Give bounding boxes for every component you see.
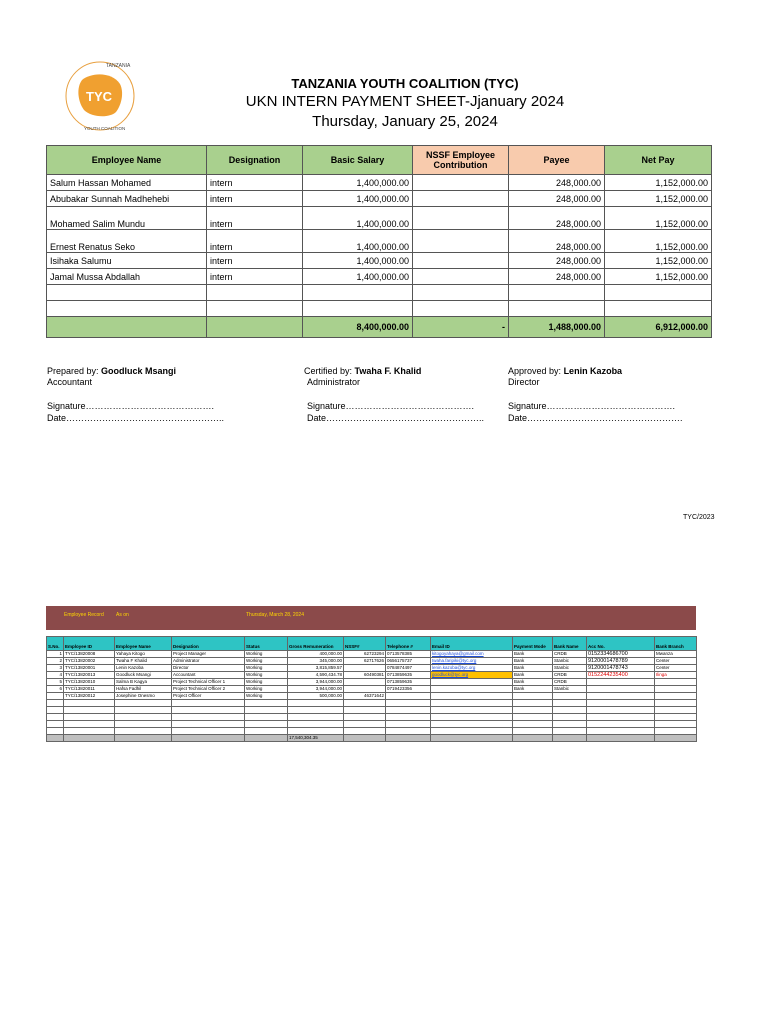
cell-name: Mohamed Salim Mundu — [47, 207, 207, 230]
col-payee: Payee — [509, 146, 605, 175]
cell-email[interactable]: kitogoyahaya@gmail.com — [431, 651, 513, 658]
cell-designation: Project Officer — [172, 693, 245, 700]
cell-acc — [587, 693, 655, 700]
prepared-label: Prepared by: — [47, 366, 99, 376]
cell-designation: Director — [172, 665, 245, 672]
cell-tel: 0713578385 — [386, 651, 431, 658]
cell-status: Working — [245, 672, 288, 679]
cell-branch — [655, 679, 697, 686]
cell-email[interactable]: lenin.kazoba@tyc.org — [431, 665, 513, 672]
total-nssf: - — [413, 317, 509, 338]
cell-branch: Center — [655, 658, 697, 665]
col-telephone: Telephone # — [386, 637, 431, 651]
cell-designation: intern — [207, 175, 303, 191]
certified-role: Administrator — [307, 377, 361, 387]
employee-records — [46, 606, 696, 742]
cell-basic: 1,400,000.00 — [303, 207, 413, 230]
col-email: Email ID — [431, 637, 513, 651]
cell-id: TYC/13820008 — [64, 651, 115, 658]
cell-tel — [386, 693, 431, 700]
payment-table — [46, 145, 712, 338]
col-employee-name: Employee Name — [47, 146, 207, 175]
cell-branch: Ilinga — [655, 672, 697, 679]
certified-by-block — [304, 366, 421, 388]
total-payee: 1,488,000.00 — [509, 317, 605, 338]
signature-line: Signature……………………………………. — [307, 401, 475, 411]
prepared-by-block — [47, 366, 176, 388]
cell-designation: intern — [207, 207, 303, 230]
col-nssf: NSSF# — [344, 637, 386, 651]
date-line: Date……………………………………………. — [508, 413, 683, 423]
date-line: Date…………………………………………….. — [47, 413, 225, 423]
cell-nssf: 60490381 — [344, 672, 386, 679]
cell-gross: 4,590,434.78 — [288, 672, 344, 679]
col-payment-mode: Payment Mode — [513, 637, 553, 651]
total-basic: 8,400,000.00 — [303, 317, 413, 338]
sheet-title: UKN INTERN PAYMENT SHEET-Jjanuary 2024 — [245, 93, 565, 110]
cell-basic: 1,400,000.00 — [303, 175, 413, 191]
col-gross: Gross Remuneration — [288, 637, 344, 651]
total-net: 6,912,000.00 — [605, 317, 712, 338]
cell-basic: 1,400,000.00 — [303, 191, 413, 207]
cell-basic: 1,400,000.00 — [303, 269, 413, 285]
logo-bottom-text: YOUTH COALITION — [84, 126, 126, 131]
cell-acc: 0152334686700 — [587, 651, 655, 658]
empty-row — [47, 707, 697, 714]
date-line: Date…………………………………………….. — [307, 413, 485, 423]
cell-name: Abubakar Sunnah Madhehebi — [47, 191, 207, 207]
prepared-role: Accountant — [47, 377, 93, 387]
col-basic-salary: Basic Salary — [303, 146, 413, 175]
table-row — [47, 686, 697, 693]
cell-mode: Bank — [513, 658, 553, 665]
empty-row — [47, 301, 712, 317]
cell-id: TYC/13820002 — [64, 658, 115, 665]
cell-id: TYC/13820001 — [64, 665, 115, 672]
banner-date: Thursday, March 28, 2024 — [246, 612, 304, 618]
total-gross: 17,540,304.35 — [288, 735, 344, 742]
cell-net: 1,152,000.00 — [605, 253, 712, 269]
table-row — [47, 191, 712, 207]
col-employee-name: Employee Name — [115, 637, 172, 651]
cell-nssf — [413, 191, 509, 207]
cell-net: 1,152,000.00 — [605, 175, 712, 191]
cell-tel: 0713859635 — [386, 672, 431, 679]
payment-header-row — [47, 146, 712, 175]
cell-id: TYC/13820012 — [64, 693, 115, 700]
cell-tel: 0784874497 — [386, 665, 431, 672]
cell-nssf — [413, 207, 509, 230]
table-row — [47, 207, 712, 230]
cell-status: Working — [245, 686, 288, 693]
cell-bank: Stanbic — [553, 665, 587, 672]
cell-payee: 248,000.00 — [509, 253, 605, 269]
cell-sno: 2 — [47, 658, 64, 665]
approved-name: Lenin Kazoba — [563, 366, 623, 376]
cell-id: TYC/13820010 — [64, 679, 115, 686]
cell-mode: Bank — [513, 665, 553, 672]
cell-status: Working — [245, 665, 288, 672]
cell-payee: 248,000.00 — [509, 191, 605, 207]
cell-acc — [587, 679, 655, 686]
cell-name: Goodluck Msangi — [115, 672, 172, 679]
cell-basic: 1,400,000.00 — [303, 253, 413, 269]
table-row — [47, 658, 697, 665]
cell-id: TYC/13820013 — [64, 672, 115, 679]
cell-tel: 0713859635 — [386, 679, 431, 686]
cell-email[interactable] — [431, 686, 513, 693]
cell-sno: 4 — [47, 672, 64, 679]
cell-email[interactable]: goodluck@tyc.org — [431, 672, 513, 679]
totals-row — [47, 317, 712, 338]
cell-designation: Project Manager — [172, 651, 245, 658]
records-total-row — [47, 735, 697, 742]
cell-nssf — [344, 665, 386, 672]
cell-name: Jamal Mussa Abdallah — [47, 269, 207, 285]
cell-acc: 9120001478743 — [587, 665, 655, 672]
col-net-pay: Net Pay — [605, 146, 712, 175]
cell-nssf — [413, 269, 509, 285]
cell-tel: 0656175737 — [386, 658, 431, 665]
cell-acc: 0152244235400 — [587, 672, 655, 679]
cell-gross: 500,000.00 — [288, 693, 344, 700]
cell-gross: 400,000.00 — [288, 651, 344, 658]
approved-role: Director — [508, 377, 540, 387]
cell-net: 1,152,000.00 — [605, 191, 712, 207]
cell-mode: Bank — [513, 672, 553, 679]
cell-designation: intern — [207, 191, 303, 207]
cell-nssf — [344, 686, 386, 693]
document-code: TYC/2023 — [683, 514, 715, 521]
logo-badge: TYC — [86, 89, 112, 104]
cell-bank: Stanbic — [553, 686, 587, 693]
cell-tel: 0719423356 — [386, 686, 431, 693]
cell-nssf: 46371642 — [344, 693, 386, 700]
col-designation: Designation — [207, 146, 303, 175]
signature-line: Signature……………………………………. — [508, 401, 676, 411]
table-row — [47, 693, 697, 700]
cell-id: TYC/13820011 — [64, 686, 115, 693]
cell-sno: 1 — [47, 651, 64, 658]
cell-email[interactable]: twaha.faripiki@tyc.org — [431, 658, 513, 665]
cell-email[interactable] — [431, 679, 513, 686]
cell-name: Salma B Kagya — [115, 679, 172, 686]
cell-sno — [47, 693, 64, 700]
cell-name: Salum Hassan Mohamed — [47, 175, 207, 191]
cell-branch: Center — [655, 665, 697, 672]
cell-payee: 248,000.00 — [509, 175, 605, 191]
org-title: TANZANIA YOUTH COALITION (TYC) — [291, 76, 519, 91]
cell-sno: 3 — [47, 665, 64, 672]
table-row — [47, 230, 712, 253]
table-row — [47, 665, 697, 672]
cell-name: Josephine Onesmo — [115, 693, 172, 700]
table-row — [47, 253, 712, 269]
cell-net: 1,152,000.00 — [605, 230, 712, 253]
cell-payee: 248,000.00 — [509, 207, 605, 230]
prepared-name: Goodluck Msangi — [101, 366, 177, 376]
approved-label: Approved by: — [508, 366, 562, 376]
cell-bank — [553, 693, 587, 700]
cell-bank: Stanbic — [553, 658, 587, 665]
cell-name: Yahaya Kitogo — [115, 651, 172, 658]
cell-basic: 1,400,000.00 — [303, 230, 413, 253]
cell-net: 1,152,000.00 — [605, 207, 712, 230]
col-nssf: NSSF Employee Contribution — [413, 146, 509, 175]
col-sno: S.No. — [47, 637, 64, 651]
cell-name: Hafsa Fadhil — [115, 686, 172, 693]
banner-as-on: As on — [116, 612, 129, 618]
cell-gross: 3,944,000.00 — [288, 679, 344, 686]
col-status: Status — [245, 637, 288, 651]
cell-bank: CRDB — [553, 679, 587, 686]
empty-row — [47, 728, 697, 735]
cell-mode: Bank — [513, 651, 553, 658]
cell-acc — [587, 686, 655, 693]
cell-nssf — [413, 253, 509, 269]
col-designation: Designation — [172, 637, 245, 651]
records-header-row — [47, 637, 697, 651]
table-row — [47, 651, 697, 658]
records-banner — [46, 606, 696, 630]
cell-nssf: 62717626 — [344, 658, 386, 665]
cell-status: Working — [245, 651, 288, 658]
cell-bank: CRDB — [553, 651, 587, 658]
sheet-date: Thursday, January 25, 2024 — [312, 113, 498, 130]
cell-status: Working — [245, 658, 288, 665]
cell-designation: Administrator — [172, 658, 245, 665]
certified-label: Certified by: — [304, 366, 353, 376]
cell-name: Twaha F Khalid — [115, 658, 172, 665]
table-row — [47, 175, 712, 191]
cell-branch — [655, 686, 697, 693]
banner-label: Employee Record — [64, 612, 104, 618]
cell-branch — [655, 693, 697, 700]
cell-nssf: 62723294 — [344, 651, 386, 658]
cell-gross: 3,944,000.00 — [288, 686, 344, 693]
cell-designation: Project Technical Officer 1 — [172, 679, 245, 686]
col-acc-no: Acc No. — [587, 637, 655, 651]
col-bank-name: Bank Name — [553, 637, 587, 651]
cell-nssf — [413, 175, 509, 191]
cell-designation: intern — [207, 269, 303, 285]
cell-mode — [513, 693, 553, 700]
empty-row — [47, 700, 697, 707]
cell-name: Isihaka Salumu — [47, 253, 207, 269]
cell-bank: CRDB — [553, 672, 587, 679]
cell-status: Working — [245, 693, 288, 700]
cell-payee: 248,000.00 — [509, 269, 605, 285]
cell-branch: Mwanza — [655, 651, 697, 658]
records-table — [46, 636, 697, 742]
cell-payee: 248,000.00 — [509, 230, 605, 253]
cell-sno: 6 — [47, 686, 64, 693]
empty-row — [47, 714, 697, 721]
table-row — [47, 672, 697, 679]
cell-nssf — [344, 679, 386, 686]
cell-net: 1,152,000.00 — [605, 269, 712, 285]
signature-line: Signature……………………………………. — [47, 401, 215, 411]
cell-sno: 5 — [47, 679, 64, 686]
cell-designation: Accountant — [172, 672, 245, 679]
cell-acc: 9120001478789 — [587, 658, 655, 665]
empty-row — [47, 285, 712, 301]
table-row — [47, 679, 697, 686]
cell-gross: 3,815,859.57 — [288, 665, 344, 672]
cell-name: Ernest Renatus Seko — [47, 230, 207, 253]
cell-designation: intern — [207, 230, 303, 253]
cell-email[interactable] — [431, 693, 513, 700]
cell-status: Working — [245, 679, 288, 686]
cell-mode: Bank — [513, 686, 553, 693]
col-employee-id: Employee ID — [64, 637, 115, 651]
approved-by-block — [508, 366, 622, 388]
logo-top-text: TANZANIA — [106, 63, 131, 69]
cell-gross: 345,000.00 — [288, 658, 344, 665]
col-bank-branch: Bank Branch — [655, 637, 697, 651]
certified-name: Twaha F. Khalid — [354, 366, 422, 376]
cell-nssf — [413, 230, 509, 253]
cell-mode: Bank — [513, 679, 553, 686]
cell-designation: intern — [207, 253, 303, 269]
table-row — [47, 269, 712, 285]
cell-designation: Project Technical Officer 2 — [172, 686, 245, 693]
cell-name: Lenin Kazoba — [115, 665, 172, 672]
empty-row — [47, 721, 697, 728]
